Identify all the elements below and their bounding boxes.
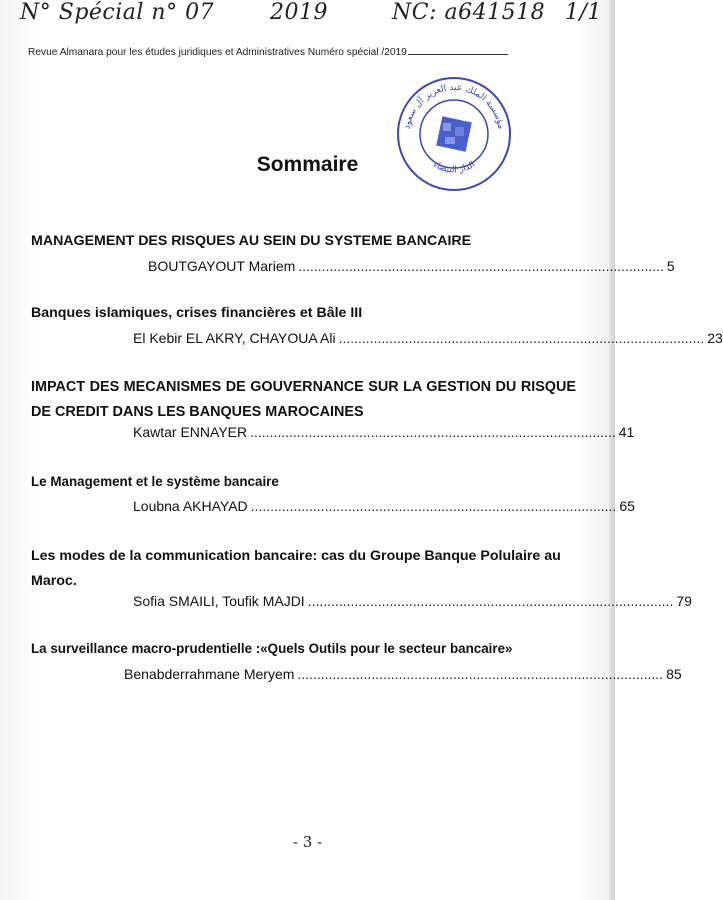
entry-5-authors: Sofia SMAILI, Toufik MAJDI <box>133 593 305 609</box>
handwritten-year: 2019 <box>270 0 328 25</box>
entry-1-page: 5 <box>666 258 675 274</box>
entry-3-line <box>133 424 635 440</box>
entry-4-title: Le Management et le système bancaire <box>31 474 279 489</box>
stamp-top-text: مؤسسة الملك عبد العزيز آل سعود <box>402 82 506 130</box>
bleed-through-text <box>40 100 580 820</box>
entry-3-page: 41 <box>618 424 635 440</box>
entry-1-title: MANAGEMENT DES RISQUES AU SEIN DU SYSTEME BANCAIRE <box>31 233 472 249</box>
stamp-emblem <box>436 116 472 152</box>
entry-2-page: 23 <box>707 330 723 346</box>
entry-4-authors: Loubna AKHAYAD <box>133 498 248 514</box>
entry-4-line <box>133 498 635 514</box>
dot-leader: .............................................................................................. <box>298 258 664 274</box>
entry-3-authors: Kawtar ENNAYER <box>133 424 248 440</box>
dot-leader: .............................................................................................. <box>307 593 674 609</box>
entry-1-authors: BOUTGAYOUT Mariem <box>148 258 296 274</box>
entry-1-line <box>148 258 675 274</box>
journal-header <box>28 47 558 58</box>
entry-5-line <box>133 593 692 609</box>
entry-6-authors: Benabderrahmane Meryem <box>124 666 295 682</box>
page-edge-shadow <box>609 0 615 900</box>
entry-6-title: La surveillance macro-prudentielle :«Quels Outils pour le secteur bancaire» <box>31 641 513 656</box>
page-number: - 3 - <box>292 833 323 851</box>
entry-2-authors: El Kebir EL AKRY, CHAYOUA Ali <box>133 330 336 346</box>
dot-leader: .............................................................................................. <box>338 330 705 346</box>
dot-leader: .............................................................................................. <box>250 498 617 514</box>
dot-leader: .............................................................................................. <box>297 666 664 682</box>
handwritten-issue-note: N° Spécial n° 07 <box>20 0 215 25</box>
entry-5-title: Les modes de la communication bancaire: cas du Groupe Banque Polulaire au Maroc. <box>31 548 561 589</box>
page-title: Sommaire <box>256 153 359 176</box>
stamp-bottom-text: الدار البيضاء <box>431 159 477 176</box>
entry-5-page: 79 <box>676 593 692 609</box>
entry-2-title: Banques islamiques, crises financières et Bâle III <box>31 305 363 321</box>
handwritten-catalog-number: NC: a641518 <box>392 0 546 25</box>
entry-6-line <box>124 666 682 682</box>
entry-4-page: 65 <box>619 498 635 514</box>
entry-6-page: 85 <box>666 666 682 682</box>
entry-2-line <box>133 330 723 346</box>
handwritten-count: 1/1 <box>565 0 602 25</box>
entry-3-title: IMPACT DES MECANISMES DE GOUVERNANCE SUR LA GESTION DU RISQUE DE CREDIT DANS LES BANQUES MAROCAINES <box>31 379 576 420</box>
header-rule <box>408 54 508 55</box>
journal-header-text: Revue Almanara pour les études juridiques et Administratives Numéro spécial /2019 <box>28 47 407 58</box>
dot-leader: .............................................................................................. <box>250 424 616 440</box>
